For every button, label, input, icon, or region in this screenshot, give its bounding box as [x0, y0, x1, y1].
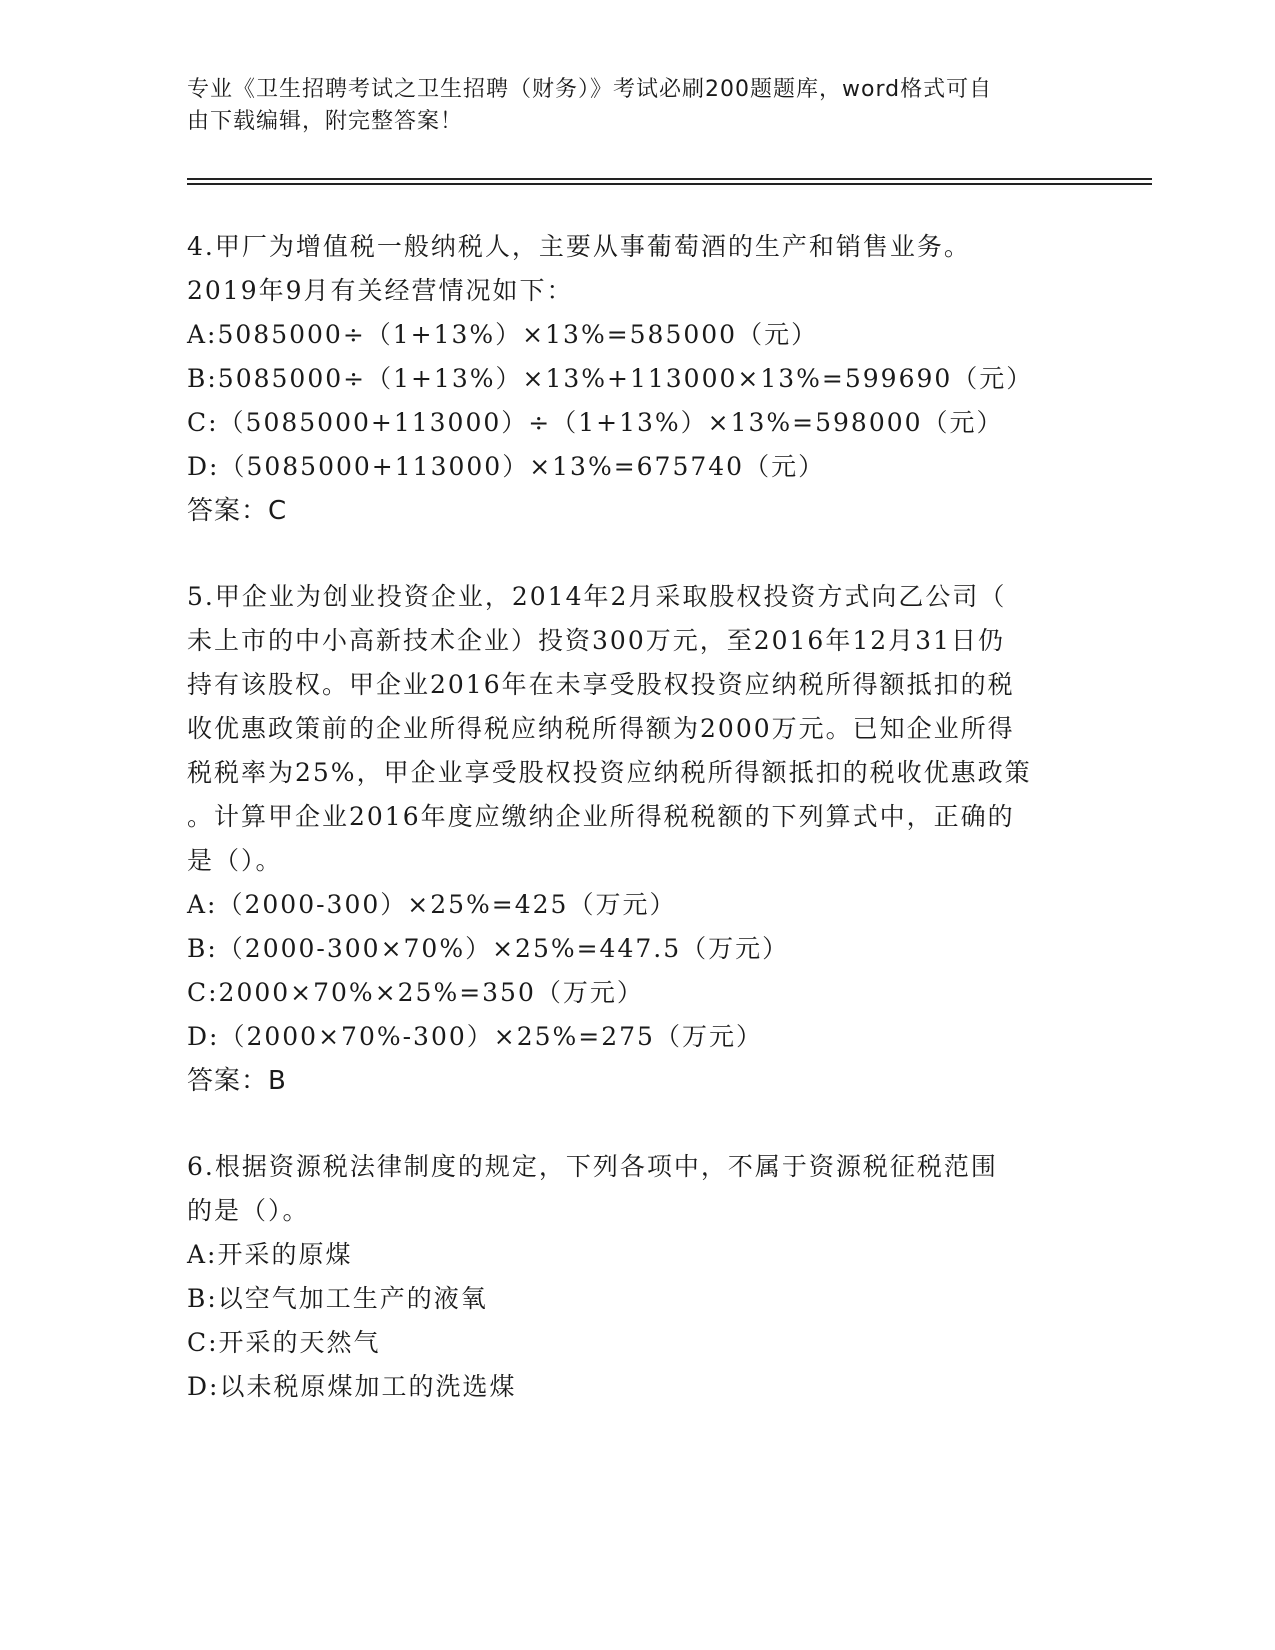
- question-6-option-c: C:开采的天然气: [187, 1328, 381, 1357]
- question-5-answer: 答案：B: [187, 1066, 287, 1096]
- document-header: [187, 74, 1067, 138]
- question-6-line-2: 的是（）。: [187, 1196, 310, 1225]
- question-6-line-1: 6.根据资源税法律制度的规定，下列各项中，不属于资源税征税范围: [187, 1152, 998, 1181]
- question-4-option-b: B:5085000÷（1+13%）×13%+113000×13%=599690（元）: [187, 364, 1034, 393]
- question-5-option-c: C:2000×70%×25%=350（万元）: [187, 978, 644, 1007]
- question-4-option-d: D:（5085000+113000）×13%=675740（元）: [187, 452, 826, 481]
- question-5-line-5: 税税率为25%，甲企业享受股权投资应纳税所得额抵扣的税收优惠政策: [187, 758, 1032, 787]
- question-5-option-d: D:（2000×70%-300）×25%=275（万元）: [187, 1022, 763, 1051]
- question-6-option-b: B:以空气加工生产的液氧: [187, 1284, 488, 1313]
- header-divider-top: [187, 178, 1152, 180]
- question-4-option-c: C:（5085000+113000）÷（1+13%）×13%=598000（元）: [187, 408, 1004, 437]
- header-divider-bottom: [187, 183, 1152, 185]
- question-5-line-3: 持有该股权。甲企业2016年在未享受股权投资应纳税所得额抵扣的税: [187, 670, 1015, 699]
- question-5-line-2: 未上市的中小高新技术企业）投资300万元，至2016年12月31日仍: [187, 626, 1005, 655]
- question-4-option-a: A:5085000÷（1+13%）×13%=585000（元）: [187, 320, 819, 349]
- question-5-line-7: 是（）。: [187, 846, 283, 875]
- question-6-option-d: D:以未税原煤加工的洗选煤: [187, 1372, 517, 1401]
- header-line-1: 专业《卫生招聘考试之卫生招聘（财务）》考试必刷200题题库，word格式可自: [187, 77, 993, 102]
- question-5-line-6: 。计算甲企业2016年度应缴纳企业所得税税额的下列算式中，正确的: [187, 802, 1015, 831]
- question-4-answer: 答案：C: [187, 496, 288, 526]
- question-6-option-a: A:开采的原煤: [187, 1240, 353, 1269]
- question-4-line-2: 2019年9月有关经营情况如下：: [187, 276, 574, 305]
- question-5-line-4: 收优惠政策前的企业所得税应纳税所得额为2000万元。已知企业所得: [187, 714, 1015, 743]
- question-4-line-1: 4.甲厂为增值税一般纳税人，主要从事葡萄酒的生产和销售业务。: [187, 232, 971, 261]
- question-5-option-b: B:（2000-300×70%）×25%=447.5（万元）: [187, 934, 790, 963]
- question-5-option-a: A:（2000-300）×25%=425（万元）: [187, 890, 677, 919]
- header-line-2: 由下载编辑，附完整答案！: [187, 109, 464, 134]
- question-5-line-1: 5.甲企业为创业投资企业，2014年2月采取股权投资方式向乙公司（: [187, 582, 1007, 611]
